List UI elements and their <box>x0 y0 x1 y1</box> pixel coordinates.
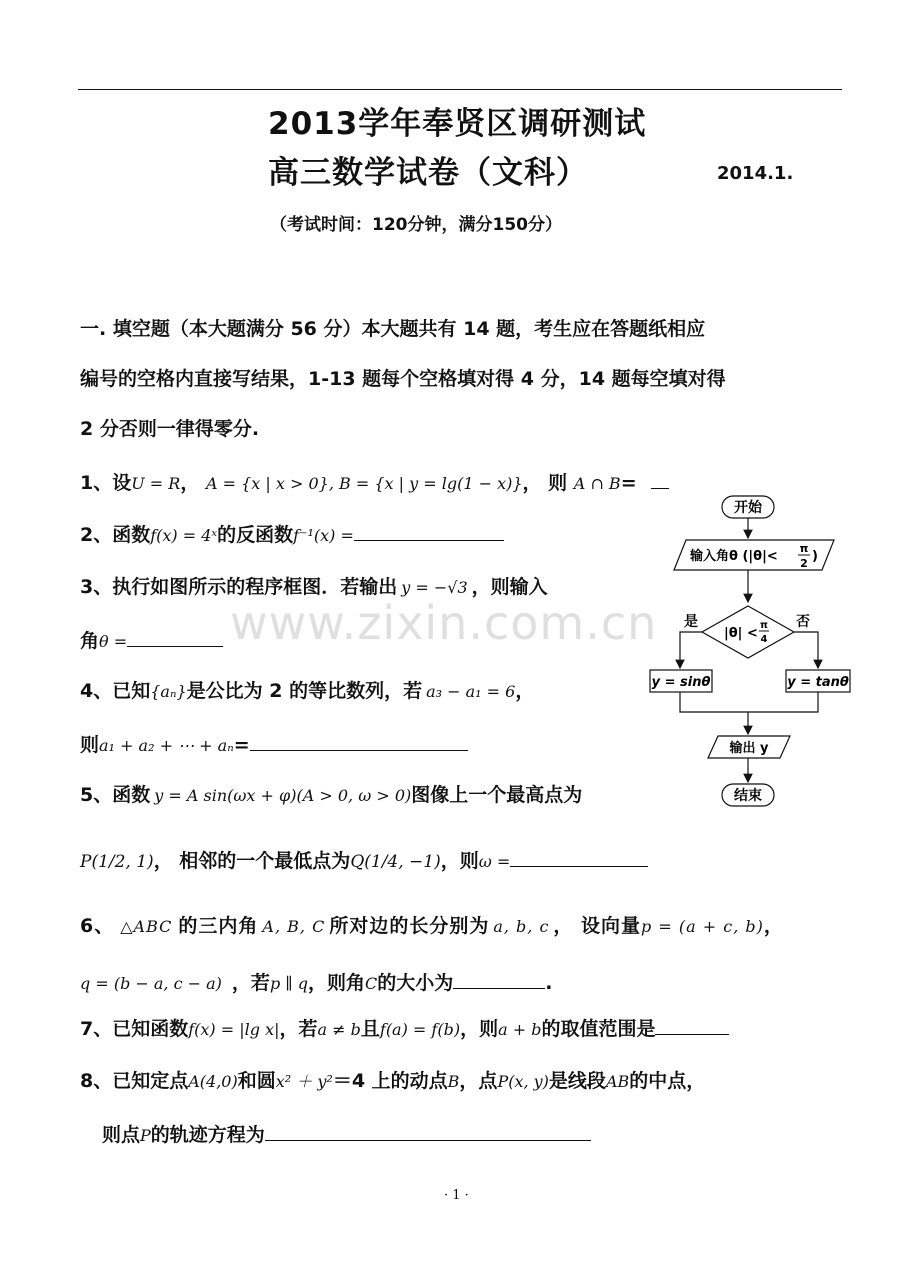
q6-text-if: ，若 <box>231 972 270 994</box>
question-6 <box>80 911 784 938</box>
q8-text-point: ，点 <box>459 1070 498 1092</box>
section1-line1: 一. 填空题（本大题满分 56 分）本大题共有 14 题，考生应在答题纸相应 <box>80 318 706 340</box>
flow-decision-frac-num: π <box>760 620 768 631</box>
q7-text-then: ，则 <box>460 1018 499 1040</box>
q1-then: ， 则 <box>522 472 568 494</box>
q6-math-vector-p: p = (a + c, b) <box>641 917 764 936</box>
q8-math-point-a: A(4,0) <box>188 1072 238 1091</box>
q7-math-neq: a ≠ b <box>317 1020 361 1039</box>
q3-text: 3、执行如图所示的程序框图．若输出 <box>80 576 398 598</box>
q4-text-then: 则 <box>80 734 100 756</box>
question-3-line2 <box>80 626 223 653</box>
q6-answer-blank[interactable] <box>453 972 545 989</box>
section1-line2: 编号的空格内直接写结果，1-13 题每个空格填对得 4 分，14 题每空填对得 <box>80 368 726 390</box>
q3-answer-blank[interactable] <box>127 630 223 647</box>
q6-period: . <box>545 972 553 994</box>
q1-equals: = <box>620 472 637 494</box>
q6-math-sides: a, b, c <box>493 917 550 936</box>
q1-text: 1、设 <box>80 472 132 494</box>
q6-text-vector: ， 设向量 <box>553 915 642 937</box>
q8-text-moving: ＝4 上的动点 <box>332 1070 448 1092</box>
q8-text-midpoint: 的中点， <box>629 1070 706 1092</box>
flow-input-label: 输入角θ (|θ|< <box>690 549 778 564</box>
q1-math-intersection: A ∩ B <box>573 474 621 493</box>
q6-text-size: 的大小为 <box>377 972 454 994</box>
q8-math-circle: x² ＋ y² <box>275 1072 333 1091</box>
flow-input-frac-num: π <box>799 542 809 555</box>
q1-comma: ， <box>180 472 200 494</box>
flow-yes-label: 是 <box>684 614 698 630</box>
q5-math-omega: ω = <box>478 852 511 871</box>
q4-answer-blank[interactable] <box>250 734 468 751</box>
q4-text-ratio: 是公比为 2 的等比数列，若 <box>186 680 423 702</box>
question-1 <box>80 468 669 495</box>
q3-math-output: y = −√3 <box>401 578 468 597</box>
q5-text-max: 图像上一个最高点为 <box>411 784 583 806</box>
q7-text: 7、已知函数 <box>80 1018 189 1040</box>
q2-text-inverse: 的反函数 <box>217 524 294 546</box>
q6-text-sides: 所对边的长分别为 <box>329 915 490 937</box>
flow-no-label: 否 <box>796 614 810 630</box>
flowchart <box>640 490 860 820</box>
flow-input-close: ) <box>812 549 818 564</box>
q6-math-abc: A, B, C <box>262 917 326 936</box>
q7-math-sum: a + b <box>498 1020 542 1039</box>
flow-decision-frac-den: 4 <box>760 634 768 645</box>
q8-math-ab: AB <box>605 1072 630 1091</box>
q8-math-p: P <box>140 1126 151 1145</box>
q2-math-inverse: f⁻¹(x) = <box>293 526 354 545</box>
section1-line3: 2 分否则一律得零分. <box>80 418 260 440</box>
q7-math-equal: f(a) = f(b) <box>379 1020 461 1039</box>
q8-text-circle: 和圆 <box>237 1070 276 1092</box>
flow-tan-label: y = tanθ <box>787 675 849 690</box>
q7-math-function: f(x) = |lg x| <box>188 1020 280 1039</box>
q4-math-sum: a₁ + a₂ + ⋯ + aₙ <box>99 736 234 755</box>
q4-text: 4、已知 <box>80 680 151 702</box>
q7-text-range: 的取值范围是 <box>541 1018 656 1040</box>
q6-math-triangle: △ABC <box>120 917 173 936</box>
question-4 <box>80 676 534 703</box>
q6-text-angles: 的三内角 <box>178 915 259 937</box>
question-3 <box>80 572 548 599</box>
q6-comma: ， <box>763 915 784 937</box>
q7-answer-blank[interactable] <box>655 1018 729 1035</box>
q4-math-sequence: {aₙ} <box>150 682 187 701</box>
flow-end-label: 结束 <box>734 788 762 804</box>
q7-text-if: ，若 <box>279 1018 318 1040</box>
question-7 <box>80 1014 729 1041</box>
title-line2: 高三数学试卷（文科） <box>268 155 588 191</box>
title-line1: 2013学年奉贤区调研测试 <box>268 106 647 142</box>
q5-math-point-p: P(1/2, 1) <box>80 852 154 872</box>
flow-merge-line <box>680 692 818 712</box>
question-8 <box>80 1066 705 1093</box>
question-5-line2 <box>80 846 648 873</box>
q6-math-c: C <box>365 974 378 993</box>
question-4-line2 <box>80 730 468 757</box>
question-5 <box>80 780 582 807</box>
question-6-line2 <box>80 968 552 995</box>
q3-math-theta: θ = <box>99 632 128 651</box>
q2-text: 2、函数 <box>80 524 151 546</box>
flow-decision-label: |θ| < <box>724 626 758 641</box>
q4-math-condition: a₃ − a₁ = 6 <box>426 682 516 701</box>
q6-math-vector-q: q = (b − a, c − a) <box>80 974 222 993</box>
q3-text-input: ，则输入 <box>471 576 548 598</box>
q5-text-then: ，则 <box>440 850 479 872</box>
q5-text: 5、函数 <box>80 784 151 806</box>
q5-math-function: y = A sin(ωx + φ)(A > 0, ω > 0) <box>154 786 412 805</box>
q5-answer-blank[interactable] <box>510 850 648 867</box>
question-8-line2 <box>102 1120 591 1147</box>
q7-text-and: 且 <box>360 1018 380 1040</box>
exam-info: （考试时间：120分钟，满分150分） <box>270 215 562 235</box>
q4-equals: = <box>233 734 250 756</box>
q3-text-angle: 角 <box>80 630 100 652</box>
q8-text-then: 则点 <box>102 1124 141 1146</box>
page-number: · 1 · <box>444 1188 469 1203</box>
header-rule <box>78 89 842 90</box>
q2-math-function: f(x) = 4ˣ <box>150 526 218 545</box>
question-2 <box>80 520 504 547</box>
q1-math-universe: U = R <box>131 474 181 493</box>
q1-answer-blank[interactable] <box>651 472 669 489</box>
flow-output-label: 输出 y <box>729 741 769 756</box>
q8-text-segment: 是线段 <box>548 1070 606 1092</box>
q5-math-point-q: Q(1/4, −1) <box>350 852 441 872</box>
q1-math-sets: A = {x | x > 0}, B = {x | y = lg(1 − x)} <box>205 474 523 493</box>
q6-text-angle: ，则角 <box>307 972 365 994</box>
q8-math-point-p: P(x, y) <box>497 1072 549 1091</box>
q6-math-parallel: p ∥ q <box>269 974 308 993</box>
q2-answer-blank[interactable] <box>354 524 504 541</box>
q8-answer-blank[interactable] <box>265 1124 591 1141</box>
flow-input-frac-den: 2 <box>800 557 808 570</box>
q6-text: 6、 <box>80 915 115 937</box>
q8-text-locus: 的轨迹方程为 <box>150 1124 265 1146</box>
q5-text-min: ， 相邻的一个最低点为 <box>153 850 351 872</box>
q8-math-b: B <box>447 1072 460 1091</box>
q8-text: 8、已知定点 <box>80 1070 189 1092</box>
flow-start-label: 开始 <box>734 500 762 516</box>
q4-comma: ， <box>515 680 535 702</box>
flow-arrow-no <box>794 632 818 668</box>
flow-arrow-yes <box>680 632 702 668</box>
watermark: www.zixin.com.cn <box>230 596 658 650</box>
flow-sin-label: y = sinθ <box>651 675 711 690</box>
exam-date: 2014.1. <box>717 163 794 184</box>
